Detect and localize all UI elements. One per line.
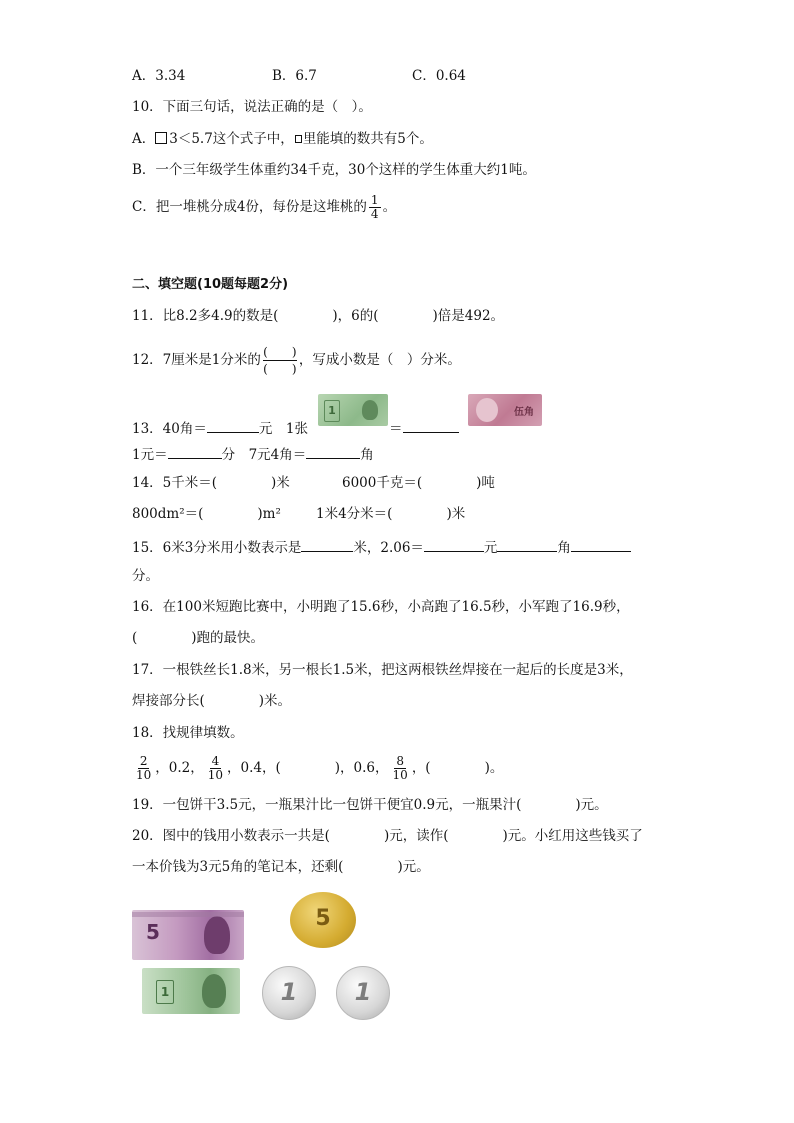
q13-line2-part3: 角: [360, 447, 374, 463]
one-yuan-coin-icon: [336, 966, 390, 1020]
q13-part1: 13．40角＝: [132, 421, 207, 437]
five-yuan-banknote-icon: [132, 910, 244, 960]
q17-line2: 焊接部分长( )米。: [132, 693, 292, 709]
q15-line2: 分。: [132, 568, 159, 584]
q10-stem: 10．下面三句话，说法正确的是（ ）。: [132, 99, 372, 115]
q10-c-prefix: C．把一堆桃分成4份，每份是这堆桃的: [132, 199, 367, 215]
q20-line2: 一本价钱为3元5角的笔记本，还剩( )元。: [132, 859, 430, 875]
one-yuan-banknote-icon: [318, 394, 388, 426]
q16-line2: ( )跑的最快。: [132, 630, 265, 646]
q14-line2-b: 1米4分米＝( )米: [316, 506, 466, 522]
q10-option-a: [132, 130, 433, 148]
q14-line2-a: 800dm²＝( )m²: [132, 506, 281, 522]
answer-blank: [207, 418, 259, 433]
q12-text: [132, 342, 461, 378]
q10-c-suffix: 。: [382, 199, 397, 215]
fraction-numerator: 1: [370, 193, 379, 207]
fraction-numerator: 2: [139, 754, 148, 768]
q18-text3: ，( )。: [411, 760, 504, 776]
q20-line1: 20．图中的钱用小数表示一共是( )元，读作( )元。小红用这些钱买了: [132, 828, 643, 844]
option-c: C．0.64: [412, 68, 466, 84]
answer-blank: [168, 444, 222, 459]
q17-line1: 17．一根铁丝长1.8米，另一根长1.5米，把这两根铁丝焊接在一起后的长度是3米，: [132, 662, 633, 678]
q13-equals: [389, 418, 459, 438]
q16-line1: 16．在100米短跑比赛中，小明跑了15.6秒，小高跑了16.5秒，小军跑了16.9秒，: [132, 599, 630, 615]
small-box-icon: [295, 135, 302, 143]
q12-suffix: ，写成小数是（ ）分米。: [298, 352, 461, 368]
q15-part3: 元: [483, 540, 498, 556]
portrait-icon: [362, 400, 378, 420]
q10-a-text2: 里能填的数共有5个。: [302, 131, 433, 147]
blank-fraction-bottom: ( ): [263, 362, 297, 376]
section-title: 二、填空题(10题每题2分): [132, 277, 289, 292]
note-denomination-label: 1: [156, 980, 174, 1004]
one-yuan-banknote-icon: [142, 968, 240, 1014]
blank-fraction-top: ( ): [263, 345, 297, 359]
answer-blank: [403, 418, 459, 433]
option-b: B．6.7: [272, 68, 317, 84]
fraction: [369, 194, 381, 221]
q10-option-c: [132, 192, 396, 222]
q18-text1: ，0.2，: [155, 760, 204, 776]
q15-part2: 米，2.06＝: [353, 540, 424, 556]
fraction-denominator: 10: [136, 768, 152, 782]
note-denomination-label: 1: [324, 400, 340, 422]
coin-denomination-label: 5: [315, 906, 331, 931]
q15-part4: 角: [557, 540, 571, 556]
coin-denomination-label: 1: [280, 978, 298, 1006]
q13-line2-part2: 分 7元4角＝: [221, 447, 307, 463]
note-header-band: [132, 912, 244, 917]
q13-part3: ＝: [389, 421, 403, 437]
portrait-icon: [476, 398, 498, 422]
one-yuan-coin-icon: [262, 966, 316, 1020]
q10-option-b: B．一个三年级学生体重约34千克，30个这样的学生体重大约1吨。: [132, 162, 536, 178]
fraction-denominator: 10: [207, 768, 224, 782]
blank-fraction: [263, 344, 297, 377]
note-denomination-label: 伍角: [514, 407, 534, 418]
fraction-denominator: 10: [392, 768, 408, 782]
fraction-denominator: 4: [370, 207, 379, 221]
q15-part1: 15．6米3分米用小数表示是: [132, 540, 302, 556]
option-a: A．3.34: [132, 68, 186, 84]
q14-line1-b: 6000千克＝( )吨: [342, 475, 495, 491]
q10-a-text1: 3＜5.7这个式子中，: [169, 131, 294, 147]
fraction-numerator: 4: [211, 754, 220, 768]
q15-line1: [132, 537, 631, 557]
answer-blank: [301, 537, 353, 552]
q18-text2: ，0.4，( )，0.6，: [227, 760, 389, 776]
q18-sequence: [132, 750, 503, 786]
answer-blank: [497, 537, 557, 552]
q11-text: 11．比8.2多4.9的数是( )，6的( )倍是492。: [132, 308, 505, 324]
five-jiao-banknote-icon: [468, 394, 542, 426]
coin-denomination-label: 1: [354, 978, 372, 1006]
q13-line2: [132, 444, 374, 464]
q12-prefix: 12．7厘米是1分米的: [132, 352, 261, 368]
fraction-numerator: 8: [396, 754, 404, 768]
q13-line1: [132, 418, 308, 438]
note-denomination-label: 5: [146, 920, 160, 944]
fraction: [391, 755, 410, 782]
q18-title: 18．找规律填数。: [132, 725, 244, 741]
answer-blank: [571, 537, 631, 552]
five-jiao-coin-icon: [290, 892, 356, 948]
portrait-icon: [204, 916, 230, 954]
fraction: [134, 755, 153, 782]
answer-blank: [306, 444, 360, 459]
fraction: [206, 755, 225, 782]
q13-part2: 元 1张: [258, 421, 308, 437]
q14-line1-a: 14．5千米＝( )米: [132, 475, 290, 491]
answer-blank: [424, 537, 484, 552]
q13-line2-part1: 1元＝: [132, 447, 168, 463]
portrait-icon: [202, 974, 226, 1008]
q10-a-prefix: A．: [132, 131, 156, 147]
q19-text: 19．一包饼干3.5元，一瓶果汁比一包饼干便宜0.9元，一瓶果汁( )元。: [132, 797, 608, 813]
blank-box-icon: [155, 132, 167, 144]
